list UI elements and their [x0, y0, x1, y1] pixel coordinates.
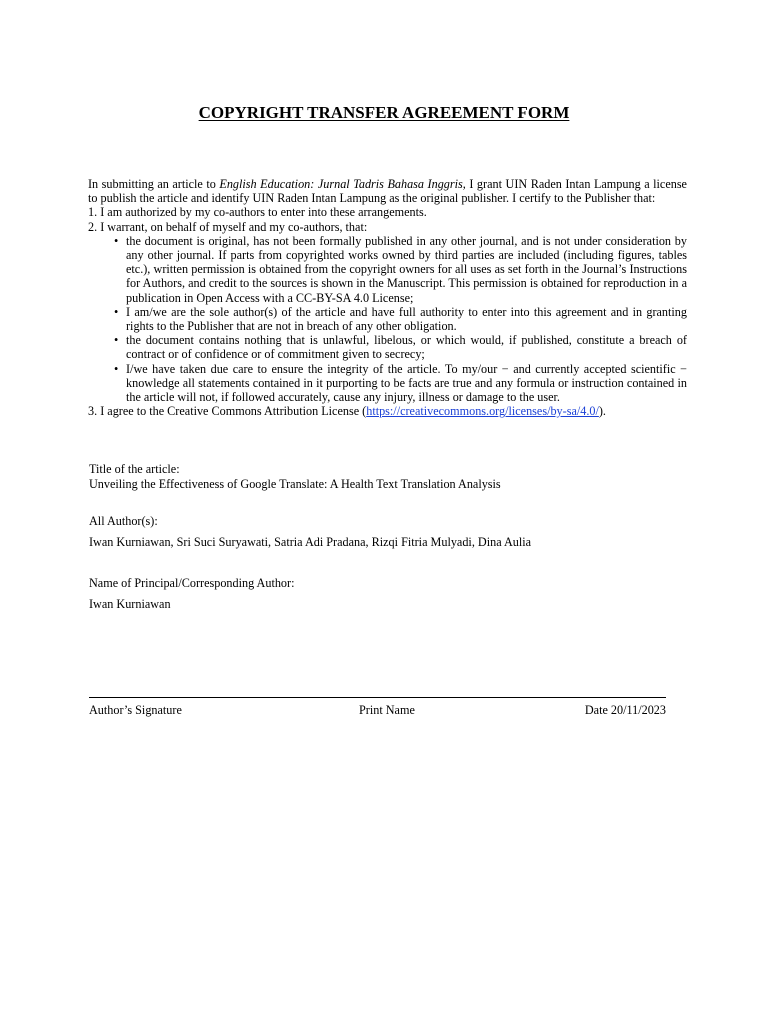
license-link[interactable]: https://creativecommons.org/licenses/by-sa/4.0/: [366, 404, 599, 419]
warranty-item: • I am/we are the sole author(s) of the article and have full authority to enter into this agreement and in granting rights to the Publisher that are not in breach of any other obligation.: [126, 305, 687, 333]
corresponding-author-label: Name of Principal/Corresponding Author:: [89, 576, 295, 590]
article-title-label: Title of the article:: [89, 462, 180, 476]
form-title: COPYRIGHT TRANSFER AGREEMENT FORM: [198, 103, 570, 122]
clause-1: 1. I am authorized by my co-authors to enter into these arrangements.: [88, 205, 427, 220]
corresponding-author-value: Iwan Kurniawan: [89, 597, 171, 611]
warranty-item: • I/we have taken due care to ensure the integrity of the article. To my/our − and currently accepted scientific − knowledge all statements contained in it purporting to be facts are true and any formula or instruction contained in the article will not, if followed accurately, cause any injury, illness or damage to the user.: [126, 362, 687, 405]
journal-name: English Education: Jurnal Tadris Bahasa Inggris,: [219, 177, 466, 191]
authors-label: All Author(s):: [89, 514, 158, 528]
print-name-label: Print Name: [359, 703, 415, 717]
clause-3: [88, 404, 687, 418]
intro-paragraph: [88, 177, 687, 205]
warranty-item: • the document is original, has not been formally published in any other journal, and is not under consideration by any other journal. If parts from copyrighted works owned by third parties are included (including figures, tables etc.), written permission is obtained from the copyright owners for all uses as set forth in the Journal’s Instructions for Authors, and credit to the sources is shown in the Manuscript. This permission is obtained for reproduction in a publication in Open Access with a CC-BY-SA 4.0 License;: [126, 234, 687, 305]
agreement-body: [88, 177, 687, 418]
signature-label: Author’s Signature: [89, 703, 182, 717]
clause-2: 2. I warrant, on behalf of myself and my co-authors, that:: [88, 219, 368, 234]
signature-line: [89, 697, 666, 698]
intro-suffix: I grant UIN Raden Intan Lampung a license to publish the article and identify UIN Raden Intan Lampung as the original publisher. I certify to the Publisher that:: [88, 177, 687, 206]
warranty-list: [88, 234, 687, 404]
intro-prefix: In submitting an article to: [88, 177, 220, 191]
clause-3-prefix: 3. I agree to the Creative Commons Attribution License (: [88, 404, 367, 419]
authors-value: Iwan Kurniawan, Sri Suci Suryawati, Satria Adi Pradana, Rizqi Fitria Mulyadi, Dina Aulia: [89, 535, 532, 549]
clause-3-suffix: ).: [598, 404, 606, 419]
date-label: Date 20/11/2023: [584, 703, 666, 717]
article-title-value: Unveiling the Effectiveness of Google Translate: A Health Text Translation Analysis: [89, 477, 501, 491]
warranty-item: • the document contains nothing that is unlawful, libelous, or which would, if published, constitute a breach of contract or of confidence or of commitment given to secrecy;: [126, 333, 687, 361]
